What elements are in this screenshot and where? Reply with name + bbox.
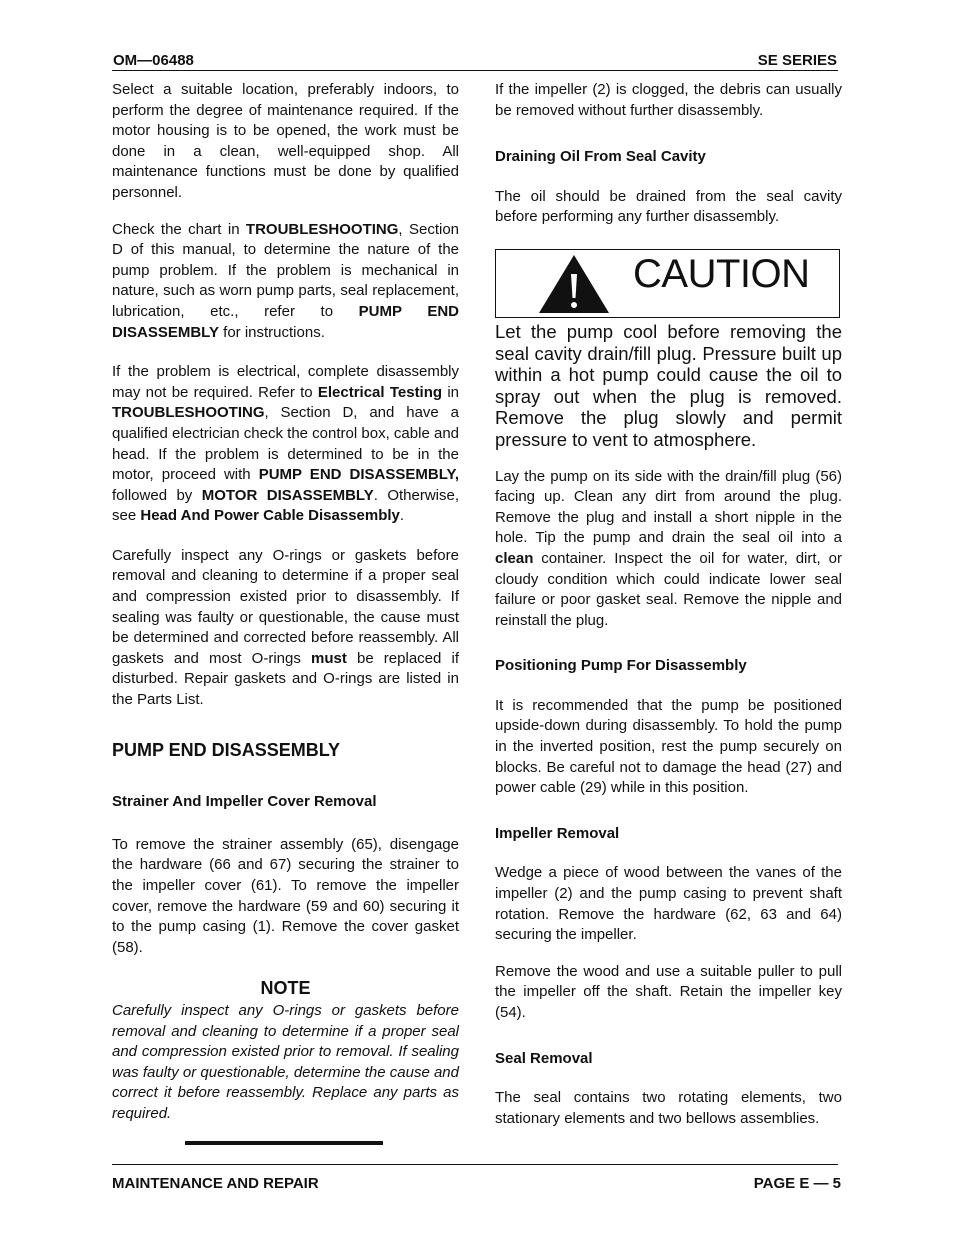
caution-banner [495,249,840,318]
right-column [495,80,842,1129]
note-title: NOTE [260,978,311,999]
drain-procedure-paragraph: Lay the pump on its side with the drain/fill plug (56) facing up. Clean any dirt from around the plug. Remove the plug and install a short nipple in the hole. Tip the pump and drain the seal oil into a clean container. Inspect the oil for water, dirt, or cloudy condition which could indicate lower seal failure or poor gasket seal. Remove the nipple and reinstall the plug. [495,467,842,629]
note-end-bar [185,1141,383,1145]
impeller-puller-paragraph: Remove the wood and use a suitable puller to pull the impeller off the shaft. Retain the impeller key (54). [495,962,842,1021]
warning-triangle-icon [538,254,610,314]
impeller-clog-paragraph: If the impeller (2) is clogged, the debris can usually be removed without further disassembly. [495,81,842,119]
document-number: OM—06488 [113,52,194,69]
footer-rule [112,1164,838,1165]
subheading-draining-oil: Draining Oil From Seal Cavity [495,148,706,166]
header-rule [112,70,838,71]
note-text: Carefully inspect any O-rings or gaskets before removal and cleaning to determine if a proper seal and compression existed prior to removal. If sealing was faulty or questionable, determine the cause and correct it before reassembly. Replace any parts as required. [112,1001,459,1122]
troubleshooting-paragraph: Check the chart in TROUBLESHOOTING, Section D of this manual, to determine the nature of the pump problem. If the problem is mechanical in nature, such as worn pump parts, seal replacement, lubrication, etc., refer to PUMP END DISASSEMBLY for instructions. [112,220,460,341]
seal-paragraph: The seal contains two rotating elements, two stationary elements and two bellows assemblies. [495,1089,842,1127]
draining-paragraph: The oil should be drained from the seal cavity before performing any further disassembly. [495,187,842,226]
section-title: PUMP END DISASSEMBLY [112,739,341,760]
strainer-paragraph: To remove the strainer assembly (65), disengage the hardware (66 and 67) securing the strainer to the impeller cover (61). To remove the impeller cover, remove the hardware (59 and 60) securing it to the pump casing (1). Remove the cover gasket (58). [112,835,459,956]
page-number: PAGE E — 5 [753,1175,841,1192]
subheading-impeller-removal: Impeller Removal [495,824,620,842]
impeller-wedge-paragraph: Wedge a piece of wood between the vanes of the impeller (2) and the pump casing to prevent shaft rotation. Remove the hardware (62, 63 and 64) securing the impeller. [495,864,842,944]
subheading-seal-removal: Seal Removal [495,1049,593,1067]
caution-text: Let the pump cool before removing the seal cavity drain/fill plug. Pressure built up within a hot pump could cause the oil to spray out when the plug is removed. Remove the plug slowly and permit pressure to vent to atmosphere. [495,320,842,450]
positioning-paragraph: It is recommended that the pump be positioned upside-down during disassembly. To hold the pump in the inverted position, rest the pump securely on blocks. Be careful not to damage the head (27) and power cable (29) while in this position. [495,696,842,797]
series-title: SE SERIES [757,52,837,69]
footer-section: MAINTENANCE AND REPAIR [112,1175,319,1192]
electrical-paragraph: If the problem is electrical, complete disassembly may not be required. Refer to Electrical Testing in TROUBLESHOOTING, Section D, and have a qualified electrician check the control box, cable and head. If the problem is determined to be in the motor, proceed with PUMP END DISASSEMBLY, followed by MOTOR DISASSEMBLY. Otherwise, see Head And Power Cable Disassembly. [112,363,460,525]
inspection-paragraph: Carefully inspect any O-rings or gaskets before removal and cleaning to determine if a proper seal and compression existed prior to disassembly. If sealing was faulty or questionable, the cause must be determined and corrected before reassembly. All gaskets and most O-rings must be replaced if disturbed. Repair gaskets and O-rings are listed in the Parts List. [112,546,459,709]
subheading-positioning: Positioning Pump For Disassembly [495,657,747,675]
caution-label: CAUTION [633,251,810,296]
intro-paragraph: Select a suitable location, preferably indoors, to perform the degree of maintenance required. If the motor housing is to be opened, the work must be done in a clean, well-equipped shop. All maintenance functions must be done by qualified personnel. [112,81,459,201]
left-column [112,80,459,1125]
subheading-strainer: Strainer And Impeller Cover Removal [112,793,377,811]
